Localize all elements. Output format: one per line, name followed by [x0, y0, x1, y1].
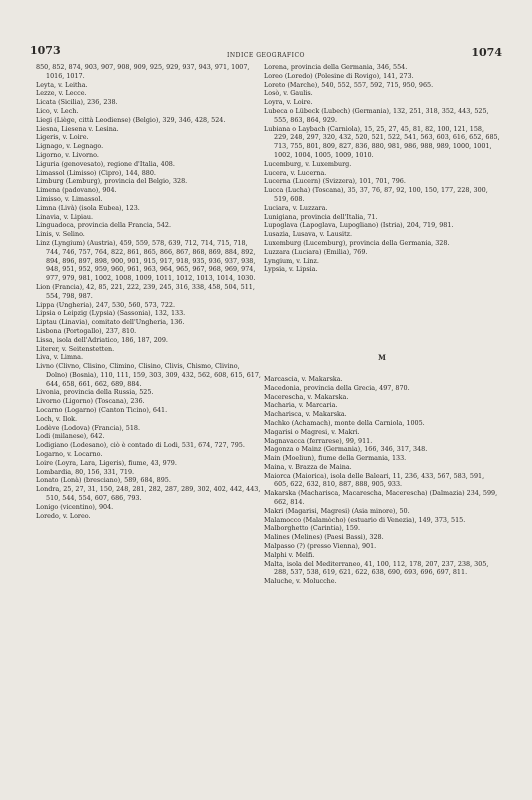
index-entry: Lombardia, 80, 156, 331, 719. [36, 467, 135, 476]
index-entry: Leyta, v. Leitha. [36, 80, 88, 89]
page-number-left: 1073 [30, 44, 61, 57]
running-title: INDICE GEOGRAFICO [227, 52, 305, 59]
index-entry: Lippa (Ungheria), 247, 530, 560, 573, 722. [36, 300, 176, 309]
index-entry: Macedonia, provincia della Grecia, 497, 870. [264, 383, 410, 392]
index-entry: Machko (Achamach), monte della Carniola, 1005. [264, 418, 425, 427]
index-entry: Malborghetto (Carintia), 159. [264, 524, 361, 533]
index-entry: Lypsia, v. Lipsia. [264, 265, 318, 274]
index-entry: Linguadoca, provincia della Francia, 542. [36, 221, 171, 230]
index-entry: Malpasso (?) (presso Vienna), 901. [264, 542, 377, 551]
index-entry: Macerescha, v. Makarska. [264, 392, 349, 401]
index-entry: Lucera, v. Lucerna. [264, 168, 327, 177]
index-entry: Magnavacca (ferrarese), 99, 911. [264, 436, 373, 445]
index-entry: Liptau (Linavia), comitato dell'Ungheria, 136. [36, 318, 185, 327]
index-entry: Maina, v. Brazza de Maina. [264, 462, 352, 471]
index-entry: Luzzara (Luciara) (Emilia), 769. [264, 247, 368, 256]
index-entry: Lisbona (Portogallo), 237, 810. [36, 326, 137, 335]
index-entry: Makri (Magarisi, Magresi) (Asia minore), 50. [264, 506, 410, 515]
index-entry: Lucca (Lucha) (Toscana), 35, 37, 76, 87, 92, 100, 150, 177, 228, 300, 519, 608. [264, 186, 488, 203]
index-entry: Luciara, v. Luzzara. [264, 203, 328, 212]
left-column [36, 63, 262, 520]
index-entry: Magonza o Mainz (Germania), 166, 346, 317, 348. [264, 445, 428, 454]
index-entry: Literer, v. Seitenstetten. [36, 344, 115, 353]
index-entry: Londra, 25, 27, 31, 150, 248, 281, 282, 287, 289, 302, 402, 442, 443, 510, 544, 554, 607, 686, 793. [36, 485, 261, 503]
index-entry: Logarno, v. Locarno. [36, 450, 103, 459]
index-entry: Limna (Livà) (isola Eubea), 123. [36, 203, 140, 212]
index-entry: Limassol (Limisso) (Cipro), 144, 880. [36, 168, 156, 177]
index-entry: Lezze, v. Lecce. [36, 89, 87, 98]
index-entry: Loreo (Loredo) (Polesine di Rovigo), 141, 273. [264, 71, 414, 80]
index-entry: Lucemburg, v. Luxemburg. [264, 159, 352, 168]
index-entry: Linz (Lyngium) (Austria), 459, 559, 578, 639, 712, 714, 715, 718, 744, 746, 757, 764, 822, 861, 865, 866, 867, 868, 869, 884, 892, 894, 896, 897, 898, 900, 901, 915, 917, 918, 935, 936, 937, 938, 948, 951, 952, 959, 960, 961, 963, 964, 965, 967, 968, 969, 974, 977, 979, 981, 1002, 1008, 1009, 1011, 1012, 1013, 1014, 1030. [36, 238, 256, 283]
index-entry: Lion (Francia), 42, 85, 221, 222, 239, 245, 316, 338, 458, 504, 511, 554, 798, 987. [36, 282, 255, 300]
index-entry: Livno (Clivno, Clisino, Climino, Clisino, Clivis, Chismo, Clivino, Dolno) (Bosnia), 110, 111, 159, 303, 309, 432, 562, 608, 615, 617, 644, 658, 661, 662, 689, 884. [36, 362, 261, 388]
index-entry: Lignago, v. Legnago. [36, 142, 104, 151]
index-entry: Locarno (Logarno) (Canton Ticino), 641. [36, 406, 168, 415]
index-entry: Lonigo (vicentino), 904. [36, 502, 114, 511]
index-entry: Loch, v. Ilok. [36, 414, 78, 423]
index-entry: Marcascia, v. Makarska. [264, 374, 343, 383]
index-entry: Losò, v. Gaulis. [264, 89, 313, 98]
index-entry: Malines (Melines) (Paesi Bassi), 328. [264, 533, 384, 542]
index-entry: Lonato (Lonà) (bresciano), 589, 684, 895. [36, 476, 171, 485]
index-entry: Lupoglava (Lapoglava, Lupogliano) (Istria), 204, 719, 981. [264, 221, 454, 230]
index-entry: Ligorno, v. Livorno. [36, 150, 99, 159]
section-letter-heading: M [378, 353, 386, 363]
index-entry: Malamocco (Malamòcho) (estuario di Venezia), 149, 373, 515. [264, 515, 466, 524]
index-entry: Licata (Sicilia), 236, 238. [36, 98, 118, 107]
index-entry: Liesna, Liesena v. Lesina. [36, 124, 119, 133]
index-entry: Lico, v. Lech. [36, 106, 79, 115]
index-entry: Malphi v. Melfi. [264, 550, 315, 559]
index-entry: Lyngium, v. Linz. [264, 256, 319, 265]
index-entry: Loreto (Marche), 540, 552, 557, 592, 715, 950, 965. [264, 80, 434, 89]
index-entry: Liva, v. Limna. [36, 353, 83, 362]
index-entry: Lodigiano (Lodesano), ciò è contado di Lodi, 531, 674, 727, 795. [36, 441, 245, 450]
index-entry: Lodi (milanese), 642. [36, 432, 105, 441]
index-entry: Ligeris, v. Loire. [36, 133, 89, 142]
index-entry: Lorena, provincia della Germania, 346, 554. [264, 63, 408, 71]
index-entry: Linavia, v. Lipiau. [36, 212, 94, 221]
index-entry: Livorno (Ligorno) (Toscana), 236. [36, 397, 145, 406]
index-entry: Magarisi o Magresi, v. Makri. [264, 427, 360, 436]
index-entry: Macharia, v. Marcaria. [264, 401, 338, 410]
index-entry: Maiorca (Maiorica), isola delle Baleari, 11, 236, 433, 567, 583, 591, 605, 622, 632, 810, 887, 888, 905, 933. [264, 471, 485, 489]
index-entry: Lissa, isola dell'Adriatico, 186, 187, 209. [36, 335, 168, 344]
index-entry: Lubiana o Laybach (Carniola), 15, 25, 27, 45, 81, 82, 100, 121, 158, 229, 248, 297, 320, 432, 520, 521, 522, 541, 563, 603, 616, 652, 685, 713, 755, 801, 809, 827, 836, 880, 981, 986, 988, 989, 1000, 1001, 1002, 1004, 1005, 1009, 1010. [264, 124, 500, 159]
index-entry: Lipsia o Leipzig (Lypsia) (Sassonia), 132, 133. [36, 309, 186, 318]
index-entry: Maluche, v. Molucche. [264, 577, 337, 586]
page-number-right: 1074 [471, 46, 502, 59]
index-entry: Livonia, provincia della Russia, 525. [36, 388, 154, 397]
page-header [30, 44, 502, 62]
index-entry: Makarska (Macharisca, Macarescha, Macerescha) (Dalmazia) 234, 599, 662, 814. [264, 489, 498, 507]
index-entry: Lucerna (Lucern) (Svizzera), 101, 701, 796. [264, 177, 406, 186]
index-entry: Limena (padovano), 904. [36, 186, 117, 195]
index-entry: Limisso, v. Limassol. [36, 194, 103, 203]
index-entry: Limburg (Lemburg), provincia del Belgio, 328. [36, 177, 188, 186]
index-entry: Liguria (genovesato), regione d'Italia, 408. [36, 159, 175, 168]
index-entry: Loire (Loyra, Lara, Ligeris), fiume, 43, 979. [36, 458, 177, 467]
index-entry: Main (Moeliun), fiume della Germania, 133. [264, 454, 407, 463]
index-entry: Malta, isola del Mediterraneo, 41, 100, 112, 178, 207, 237, 238, 305, 288, 537, 538, 619, 621, 622, 638, 690, 693, 696, 697, 811. [264, 559, 489, 577]
index-entry: Lunigiana, provincia dell'Italia, 71. [264, 212, 378, 221]
index-entry: Lodève (Lodova) (Francia), 518. [36, 423, 140, 432]
index-entry: Lubeca o Lübeck (Lubech) (Germania), 132, 251, 318, 352, 443, 525, 555, 863, 864, 929. [264, 106, 489, 124]
index-entry: Macharisca, v. Makarska. [264, 410, 347, 419]
index-entry: Linis, v. Selino. [36, 230, 85, 239]
index-entry: 850, 852, 874, 903, 907, 908, 909, 925, 929, 937, 943, 971, 1007, 1016, 1017. [36, 63, 250, 80]
index-entry: Loredo, v. Loreo. [36, 511, 91, 520]
right-column [264, 63, 500, 586]
index-entry: Liegi (Liège, città Leodiense) (Belgio), 329, 346, 428, 524. [36, 115, 226, 124]
index-entry: Lusazia, Lusava, v. Lausitz. [264, 230, 353, 239]
index-entry: Luxemburg (Lucemburg), provincia della Germania, 328. [264, 238, 450, 247]
index-entry: Loyra, v. Loire. [264, 98, 313, 107]
